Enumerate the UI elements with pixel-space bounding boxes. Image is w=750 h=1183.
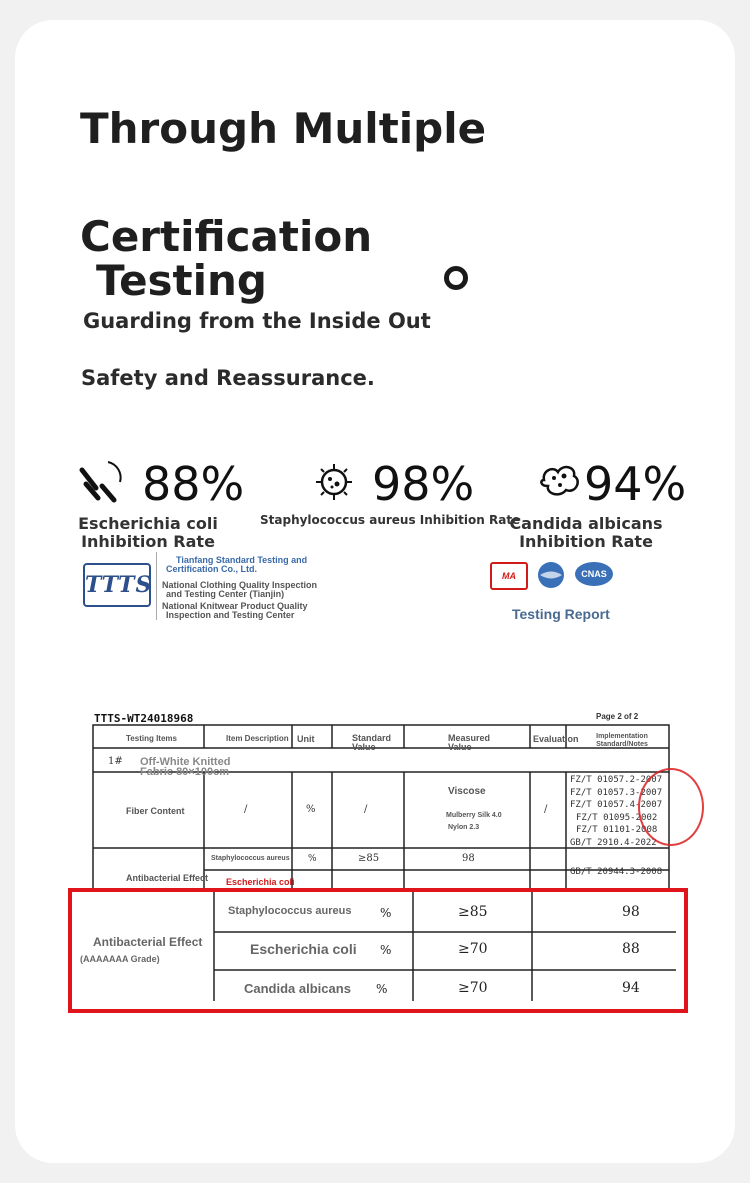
headline-line-1: Through Multiple <box>80 104 487 153</box>
stat-value-candida: 94% <box>584 457 687 511</box>
subheading-1: Guarding from the Inside Out <box>83 309 431 333</box>
red-stamp <box>638 768 704 846</box>
zoom-std-staph: ≥85 <box>458 904 488 920</box>
header-implementation-standard: Implementation Standard/Notes <box>596 733 648 748</box>
subheading-2: Safety and Reassurance. <box>81 366 375 390</box>
fiber-unit: % <box>306 804 316 815</box>
fiber-description-slash: / <box>244 804 248 815</box>
stat-label-candida: Candida albicans Inhibition Rate <box>509 514 663 551</box>
org-name-line-3: National Clothing Quality Inspection <box>162 580 318 590</box>
doc-row-staph: Staphylococcus aureus <box>211 855 290 862</box>
report-page-label: Page 2 of 2 <box>596 712 639 721</box>
zoom-grade-label: (AAAAAAA Grade) <box>80 954 160 964</box>
stat-label-ecoli: Escherichia coli Inhibition Rate <box>78 514 218 551</box>
fungus-cell-icon <box>538 460 582 500</box>
zoom-item-candida: Candida albicans <box>244 981 351 996</box>
ilac-logo-icon <box>536 560 566 590</box>
header-unit: Unit <box>297 734 315 744</box>
fiber-standards-list: FZ/T 01057.2-2007 FZ/T 01057.3-2007 FZ/T 01057.4-2007 FZ/T 01095-2002 FZ/T 01101-2008 GB/T 2910.4-2022 <box>570 775 663 848</box>
doc-val-staph: 98 <box>462 853 475 864</box>
report-id: TTTS-WT24018968 <box>94 712 194 725</box>
fiber-evaluation-slash: / <box>544 804 548 815</box>
header-item-description: Item Description <box>226 734 289 743</box>
org-name-line-4: and Testing Center (Tianjin) <box>166 589 285 599</box>
zoom-unit-candida: % <box>376 982 388 996</box>
zoom-item-staph: Staphylococcus aureus <box>228 905 352 917</box>
zoom-val-candida: 94 <box>622 980 640 996</box>
zoom-val-staph: 98 <box>622 904 640 920</box>
zoom-unit-staph: % <box>380 906 392 920</box>
org-name-line-6: Inspection and Testing Center <box>166 610 295 620</box>
stat-label-staph: Staphylococcus aureus Inhibition Rate <box>260 513 521 527</box>
cnas-logo: CNAS <box>575 562 613 586</box>
header-standard-value: Standard Value <box>352 733 392 752</box>
header-measured-value: Measured Value <box>448 733 491 752</box>
doc-unit-staph: % <box>308 854 317 864</box>
headline-line-3: Testing <box>96 256 267 305</box>
fiber-value-nylon: Nylon 2.3 <box>448 824 480 831</box>
fiber-standard-slash: / <box>364 804 368 815</box>
sample-row-number: 1# <box>108 756 123 767</box>
zoom-item-ecoli: Escherichia coli <box>250 941 357 957</box>
testing-report-label: Testing Report <box>512 606 610 622</box>
bacteria-rod-icon <box>76 458 124 506</box>
doc-std-staph: ≥85 <box>358 853 380 864</box>
zoom-antibacterial-label: Antibacterial Effect <box>93 935 203 949</box>
org-name-line-5: National Knitwear Product Quality <box>162 601 308 611</box>
virus-cell-icon <box>314 462 354 502</box>
zoom-std-ecoli: ≥70 <box>458 941 488 957</box>
org-name-line-1: Tianfang Standard Testing and <box>176 555 308 565</box>
zoom-val-ecoli: 88 <box>622 941 640 957</box>
divider <box>156 552 157 620</box>
ring-icon <box>444 266 468 290</box>
sample-description: Off-White Knitted Fabric 80×100cm <box>140 756 231 778</box>
stat-value-staph: 98% <box>372 457 475 511</box>
header-evaluation: Evaluation <box>533 734 579 744</box>
ma-logo: MA <box>490 562 528 590</box>
stat-value-ecoli: 88% <box>142 457 245 511</box>
fiber-content-label: Fiber Content <box>126 806 185 816</box>
zoom-unit-ecoli: % <box>380 943 392 957</box>
ttts-logo: TTTS <box>83 563 151 607</box>
doc-row-ecoli: Escherichia coli <box>226 877 295 887</box>
header-testing-items: Testing Items <box>126 734 177 743</box>
fiber-value-silk: Mulberry Silk 4.0 <box>446 812 502 819</box>
antibacterial-label-doc: Antibacterial Effect <box>126 873 209 883</box>
headline-line-2: Certification <box>80 212 373 261</box>
fiber-value-viscose: Viscose <box>448 786 486 797</box>
doc-anti-standard: GB/T 20944.3-2008 <box>570 867 663 877</box>
org-name-line-2: Certification Co., Ltd. <box>166 564 257 574</box>
zoom-std-candida: ≥70 <box>458 980 488 996</box>
